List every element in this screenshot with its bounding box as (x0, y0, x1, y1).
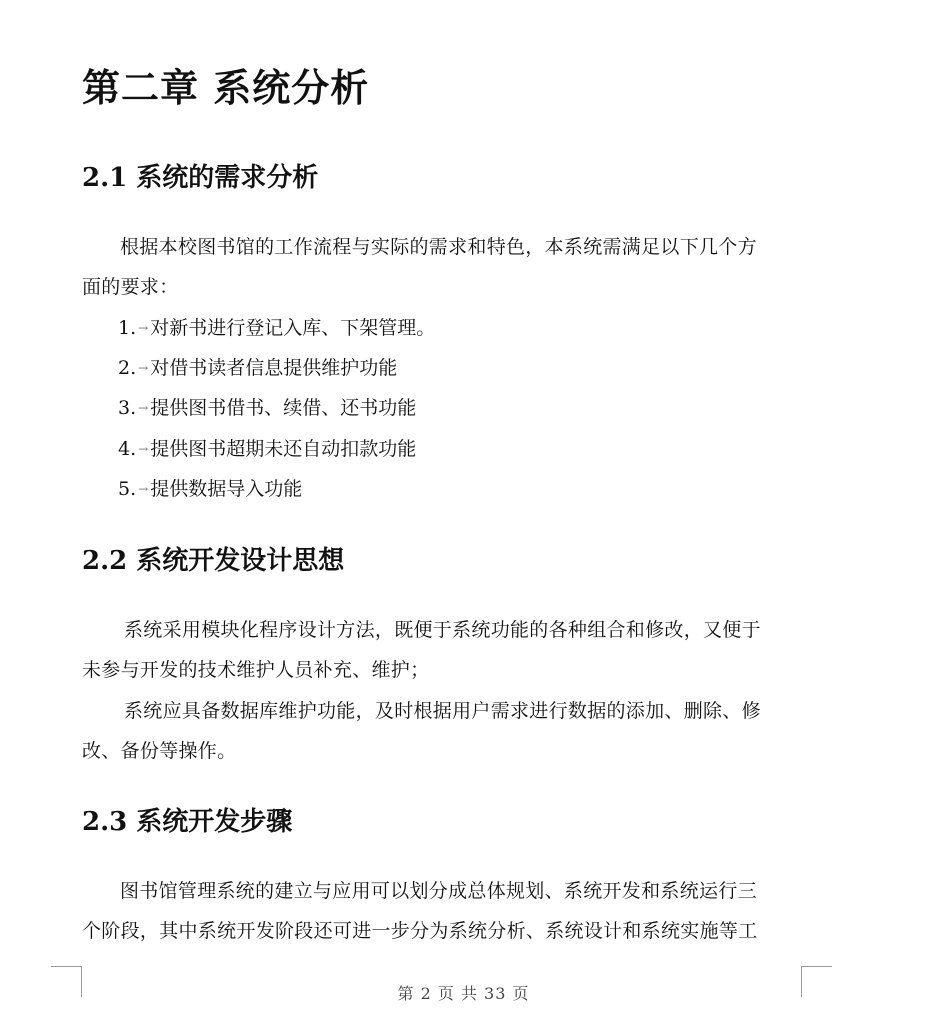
section-heading-2-2: 2.2 系统开发设计思想 (82, 546, 345, 576)
list-text: 提供图书借书、续借、还书功能 (150, 397, 417, 419)
list-text: 提供图书超期未还自动扣款功能 (150, 438, 417, 460)
list-item (118, 393, 416, 423)
list-number: 1. (118, 317, 137, 339)
list-text: 对新书进行登记入库、下架管理。 (150, 317, 436, 339)
chapter-title: 第二章 系统分析 (82, 65, 370, 110)
list-arrow-icon: → (138, 361, 149, 375)
list-text: 提供数据导入功能 (150, 478, 303, 500)
list-number: 3. (118, 397, 137, 419)
list-number: 4. (118, 438, 137, 460)
paragraph-line: 系统应具备数据库维护功能，及时根据用户需求进行数据的添加、删除、修 (124, 700, 761, 722)
list-number: 2. (118, 357, 137, 379)
paragraph-line: 个阶段，其中系统开发阶段还可进一步分为系统分析、系统设计和系统实施等工 (82, 920, 758, 942)
paragraph-line: 根据本校图书馆的工作流程与实际的需求和特色，本系统需满足以下几个方 (120, 236, 757, 258)
page-footer: 第 2 页 共 33 页 (397, 984, 530, 1003)
paragraph-line: 未参与开发的技术维护人员补充、维护； (82, 659, 430, 681)
section-heading-2-1: 2.1 系统的需求分析 (82, 163, 319, 193)
list-number: 5. (118, 478, 137, 500)
list-arrow-icon: → (138, 482, 149, 496)
paragraph-line: 系统采用模块化程序设计方法，既便于系统功能的各种组合和修改，又便于 (124, 619, 761, 641)
list-text: 对借书读者信息提供维护功能 (150, 357, 398, 379)
list-item (118, 313, 435, 343)
list-arrow-icon: → (138, 442, 149, 456)
list-arrow-icon: → (138, 321, 149, 335)
paragraph-line: 改、备份等操作。 (82, 740, 237, 762)
paragraph-line: 面的要求： (82, 276, 179, 298)
section-heading-2-3: 2.3 系统开发步骤 (82, 807, 293, 837)
paragraph-line: 图书馆管理系统的建立与应用可以划分成总体规划、系统开发和系统运行三 (120, 880, 757, 902)
list-item (118, 353, 397, 383)
list-item (118, 474, 302, 504)
list-arrow-icon: → (138, 401, 149, 415)
list-item (118, 434, 416, 464)
